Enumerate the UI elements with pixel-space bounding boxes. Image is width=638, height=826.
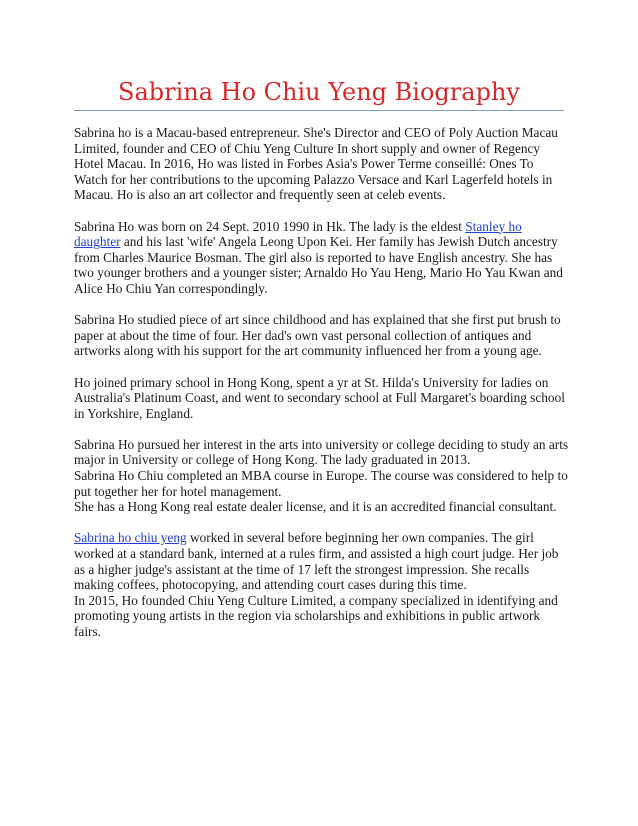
page-title: Sabrina Ho Chiu Yeng Biography xyxy=(118,78,520,106)
paragraph-family-text-start: Sabrina Ho was born on 24 Sept. 2010 1990 in Hk. The lady is the eldest xyxy=(74,218,466,234)
paragraph-childhood: Sabrina Ho studied piece of art since childhood and has explained that she first put brush to paper at about the time of four. Her dad's own vast personal collection of antiques and artworks along with his support for the art community influenced her from a young age. xyxy=(74,312,561,359)
sabrina-ho-chiu-yeng-link[interactable]: Sabrina ho chiu yeng xyxy=(74,530,187,546)
paragraph-founding: In 2015, Ho founded Chiu Yeng Culture Limited, a company specialized in identifying and promoting young artists in the region via scholarships and exhibitions in public artwork fairs. xyxy=(74,592,558,639)
paragraph-family-text-end: and his last 'wife' Angela Leong Upon Kei. Her family has Jewish Dutch ancestry from Charles Maurice Bosman. The girl also is reported to have English ancestry. She has two younger brothers and a younger sister; Arnaldo Ho Yau Heng, Mario Ho Yau Kwan and Alice Ho Chiu Yan correspondingly. xyxy=(74,234,563,296)
paragraph-career xyxy=(74,530,570,592)
paragraph-intro: Sabrina ho is a Macau-based entrepreneur. She's Director and CEO of Poly Auction Macau Limited, founder and CEO of Chiu Yeng Culture In short supply and owner of Regency Hotel Macau. In 2016, Ho was listed in Forbes Asia's Power Terme conseillé: Ones To Watch for her contributions to the upcoming Palazzo Versace and Karl Lagerfeld hotels in Macau. Ho is also an art collector and frequently seen at celeb events. xyxy=(74,125,558,203)
document-body xyxy=(74,125,570,640)
paragraph-university: Sabrina Ho pursued her interest in the arts into university or college deciding to study an arts major in University or college of Hong Kong. The lady graduated in 2013. xyxy=(74,436,569,468)
paragraph-mba: Sabrina Ho Chiu completed an MBA course in Europe. The course was considered to help to put together her for hotel management. xyxy=(74,468,568,499)
paragraph-license: She has a Hong Kong real estate dealer license, and it is an accredited financial consultant. xyxy=(74,499,557,515)
title-divider xyxy=(74,110,564,111)
stanley-ho-daughter-link[interactable]: Stanley ho daughter xyxy=(74,218,522,250)
paragraph-family xyxy=(74,219,570,297)
paragraph-career-text: worked in several before beginning her own companies. The girl worked at a standard bank, interned at a rules firm, and assisted a high court judge. Her job as a higher judge's assistant at the time of 17 left the strongest impression. She recalls making coffees, photocopying, and attending court cases during this time. xyxy=(74,530,559,593)
paragraph-schooling: Ho joined primary school in Hong Kong, spent a yr at St. Hilda's University for ladies on Australia's Platinum Coast, and went to secondary school at Full Margaret's boarding school in Yorkshire, England. xyxy=(74,374,565,421)
